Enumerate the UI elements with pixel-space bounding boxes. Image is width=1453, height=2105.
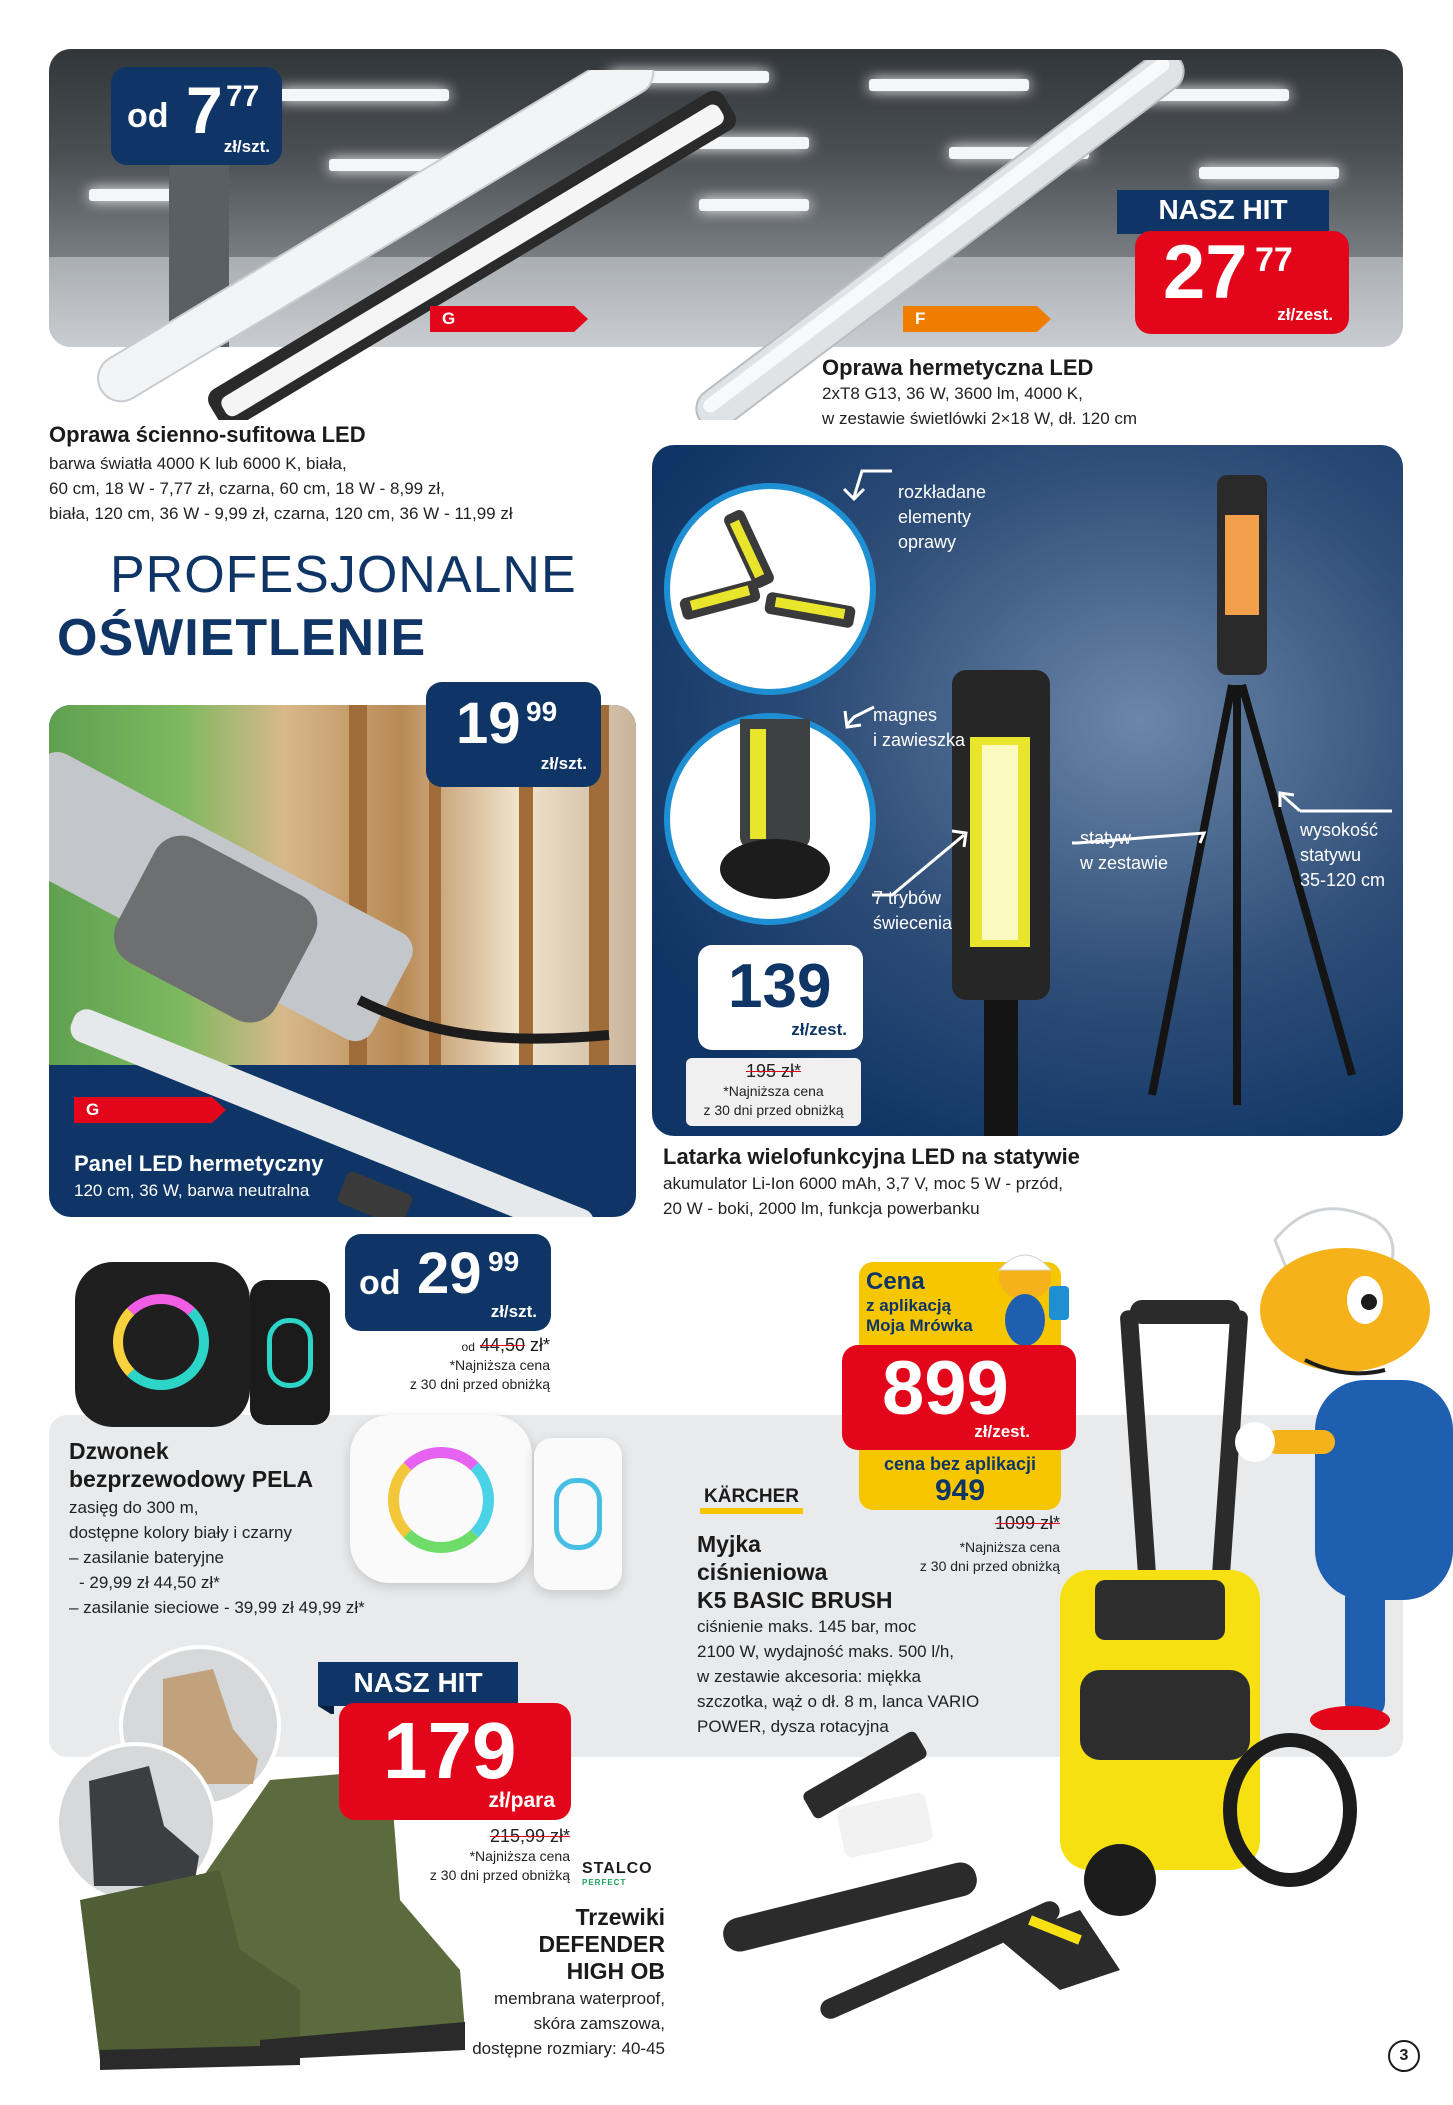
price-integer: 19 — [456, 691, 521, 756]
product-title: Panel LED hermetyczny — [74, 1151, 324, 1176]
product-title — [360, 1904, 665, 1985]
old-price-prefix: od — [461, 1340, 475, 1354]
product-description — [663, 1171, 1063, 1221]
old-price-row — [380, 1335, 550, 1356]
product-description — [69, 1495, 365, 1620]
description-line: dostępne kolory biały i czarny — [69, 1523, 293, 1542]
price-integer: 27 — [1163, 230, 1248, 315]
product-description: 120 cm, 36 W, barwa neutralna — [74, 1181, 310, 1200]
brand-sub: PERFECT — [582, 1878, 627, 1887]
nasz-hit-label: NASZ HIT — [353, 1667, 483, 1698]
description-line: biała, 120 cm, 36 W - 9,99 zł, czarna, 120 cm, 36 W - 11,99 zł — [49, 504, 513, 523]
energy-class-value: F — [915, 309, 926, 328]
doorbell-white-image — [350, 1415, 532, 1583]
old-price: 1099 zł* — [994, 1513, 1060, 1533]
energy-class-value: G — [442, 309, 456, 328]
note-line: z 30 dni przed obniżką — [409, 1376, 550, 1392]
headline-line1: PROFESJONALNE — [110, 546, 577, 604]
description-line: 60 cm, 18 W - 7,77 zł, czarna, 60 cm, 18 W - 8,99 zł, — [49, 479, 445, 498]
product-title: Oprawa hermetyczna LED — [822, 355, 1094, 380]
doorbell-black-button-image — [250, 1280, 330, 1425]
price-tag-hermetic-fixture — [1135, 231, 1349, 334]
old-price-suffix: zł* — [529, 1335, 550, 1355]
title-line: ciśnieniowa — [697, 1559, 828, 1585]
product-title — [69, 1437, 313, 1493]
price-decimals: 77 — [226, 80, 260, 113]
product-description — [822, 381, 1137, 431]
description-line: w zestawie akcesoria: miękka — [697, 1667, 921, 1686]
annotation-line: i zawieszka — [873, 730, 966, 750]
note-line: *Najniższa cena — [723, 1083, 824, 1099]
price-integer: 899 — [882, 1346, 1009, 1431]
nasz-hit-label: NASZ HIT — [1158, 194, 1288, 225]
price-unit: zł/zest. — [791, 1020, 847, 1039]
energy-class-label — [430, 306, 588, 332]
no-app-price: 949 — [934, 1474, 986, 1507]
doorbell-black-image — [75, 1262, 250, 1427]
old-price: 195 zł* — [745, 1061, 802, 1081]
price-unit: zł/zest. — [974, 1422, 1030, 1441]
price-unit: zł/szt. — [540, 754, 587, 773]
note-line: *Najniższa cena — [959, 1539, 1060, 1555]
price-decimals: 99 — [526, 696, 558, 727]
note-line: z 30 dni przed obniżką — [919, 1558, 1060, 1574]
energy-class-value: G — [86, 1100, 100, 1119]
price-tag-boots — [339, 1703, 571, 1820]
price-prefix: od — [127, 97, 169, 135]
page-number: 3 — [1388, 2040, 1420, 2072]
description-line: 2100 W, wydajność maks. 500 l/h, — [697, 1642, 955, 1661]
description-line: – zasilanie bateryjne — [69, 1548, 224, 1567]
description-line: akumulator Li-Ion 6000 mAh, 3,7 V, moc 5 W - przód, — [663, 1174, 1064, 1193]
annotation-line: świecenia — [873, 913, 953, 933]
title-line: Dzwonek — [69, 1438, 169, 1464]
price-integer: 29 — [417, 1241, 482, 1306]
description-line: zasięg do 300 m, — [69, 1498, 199, 1517]
app-label-line: z aplikacją — [866, 1296, 952, 1315]
app-label-line: Moja Mrówka — [866, 1316, 973, 1335]
title-line: Myjka — [697, 1531, 761, 1557]
description-line: 20 W - boki, 2000 lm, funkcja powerbanku — [663, 1199, 980, 1218]
price-decimals: 77 — [1255, 241, 1293, 279]
lowest-price-box — [686, 1058, 861, 1126]
lowest-price-note — [380, 1356, 550, 1394]
description-line: POWER, dysza rotacyjna — [697, 1717, 889, 1736]
annotation-line: elementy — [898, 507, 972, 527]
title-line: K5 BASIC BRUSH — [697, 1587, 893, 1613]
old-price: 44,50 — [479, 1335, 525, 1355]
annotation-line: oprawy — [898, 532, 957, 552]
description-line: barwa światła 4000 K lub 6000 K, biała, — [49, 454, 347, 473]
description-line: – zasilanie sieciowe - 39,99 zł 49,99 zł* — [69, 1598, 365, 1617]
description-line: skóra zamszowa, — [533, 2014, 665, 2033]
price-integer: 139 — [728, 952, 832, 1021]
annotation-line: statyw — [1080, 828, 1132, 848]
title-line: HIGH OB — [566, 1958, 665, 1984]
stalco-logo — [582, 1860, 653, 1887]
lowest-price-note — [390, 1847, 570, 1885]
product-description — [360, 1986, 665, 2061]
lowest-price-note — [686, 1082, 861, 1120]
price-unit: zł/zest. — [1277, 305, 1333, 324]
price-tag-wall-fixture — [111, 67, 282, 165]
annotation-line: 35-120 cm — [1300, 870, 1386, 890]
description-line: dostępne rozmiary: 40-45 — [472, 2039, 665, 2058]
price-integer: 179 — [383, 1706, 517, 1795]
price-unit: zł/szt. — [223, 137, 270, 156]
price-integer: 7 — [186, 73, 223, 147]
description-line: ciśnienie maks. 145 bar, moc — [697, 1617, 917, 1636]
note-line: z 30 dni przed obniżką — [703, 1102, 844, 1118]
price-tag-doorbell — [345, 1234, 551, 1331]
description-line: szczotka, wąż o dł. 8 m, lanca VARIO — [697, 1692, 980, 1711]
ant-mascot-image — [1235, 1180, 1453, 1730]
product-title: Oprawa ścienno-sufitowa LED — [49, 422, 366, 447]
energy-class-label — [903, 306, 1051, 332]
annotation-line: wysokość — [1300, 820, 1379, 840]
title-line: DEFENDER — [538, 1931, 665, 1957]
description-line: - 29,99 zł 44,50 zł* — [79, 1573, 220, 1592]
note-line: *Najniższa cena — [449, 1357, 550, 1373]
brand-name: STALCO — [582, 1860, 653, 1877]
price-prefix: od — [359, 1264, 401, 1302]
description-line: w zestawie świetlówki 2×18 W, dł. 120 cm — [822, 409, 1138, 428]
doorbell-white-button-image — [534, 1438, 622, 1590]
price-decimals: 99 — [488, 1246, 520, 1277]
product-description — [49, 451, 669, 526]
lowest-price-box — [380, 1335, 550, 1394]
price-tag-flashlight — [698, 945, 863, 1050]
old-price: 215,99 zł* — [489, 1826, 570, 1846]
app-label-line: Cena — [866, 1268, 925, 1295]
annotation-line: 7 trybów — [873, 888, 942, 908]
headline-line2: OŚWIETLENIE — [57, 609, 427, 667]
no-app-price-label: cena bez aplikacji — [883, 1454, 1037, 1474]
price-tag-led-panel — [426, 682, 601, 787]
description-line: 2xT8 G13, 36 W, 3600 lm, 4000 K, — [822, 384, 1083, 403]
lowest-price-box — [390, 1826, 570, 1885]
price-unit: zł/szt. — [490, 1302, 537, 1321]
note-line: z 30 dni przed obniżką — [429, 1867, 570, 1883]
title-line: bezprzewodowy PELA — [69, 1466, 314, 1492]
annotation-line: rozkładane — [898, 482, 987, 502]
price-unit: zł/para — [488, 1789, 555, 1812]
karcher-logo: KÄRCHER — [700, 1486, 803, 1514]
annotation-line: w zestawie — [1080, 853, 1169, 873]
note-line: *Najniższa cena — [469, 1848, 570, 1864]
energy-class-label — [74, 1097, 226, 1123]
annotation-line: statywu — [1300, 845, 1362, 865]
product-title: Latarka wielofunkcyjna LED na statywie — [663, 1144, 1080, 1169]
annotation-line: magnes — [873, 705, 938, 725]
title-line: Trzewiki — [575, 1904, 665, 1930]
description-line: membrana waterproof, — [493, 1989, 665, 2008]
